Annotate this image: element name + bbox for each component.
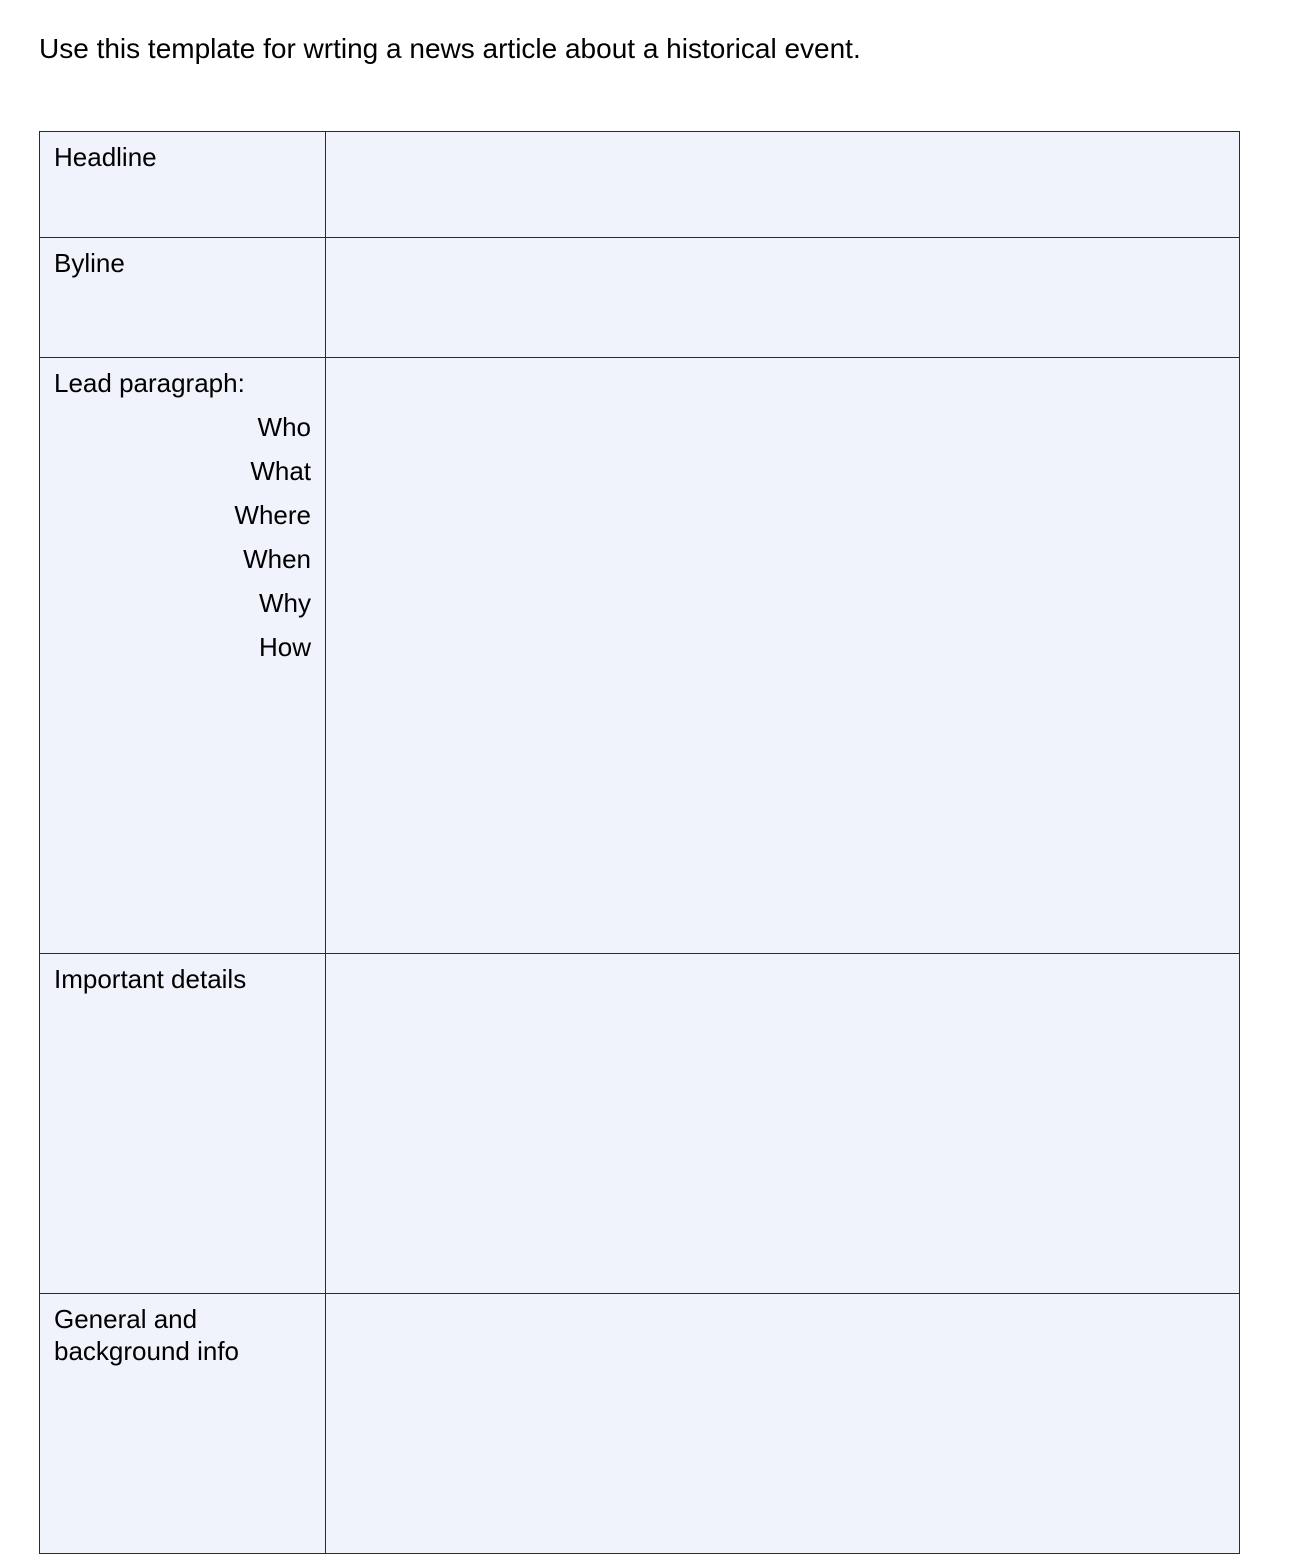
byline-input[interactable] [326,238,1239,314]
important-details-input-cell[interactable] [326,954,1240,1294]
prompt-what: What [250,456,311,486]
lead-paragraph-input-cell[interactable] [326,358,1240,954]
lead-paragraph-label-cell [40,358,326,954]
prompt-how: How [258,632,311,662]
headline-input-cell[interactable] [326,132,1240,238]
news-article-template-table [39,131,1240,1554]
important-details-label-cell [40,954,326,1294]
important-details-input[interactable] [326,954,1239,1030]
lead-paragraph-row [40,358,1240,954]
template-instructions: Use this template for wrting a news article about a historical event. [39,33,861,64]
general-background-label-cell [40,1294,326,1554]
lead-paragraph-label: Lead paragraph: [54,368,245,398]
lead-paragraph-prompts [54,405,311,669]
prompt-why: Why [259,588,311,618]
prompt-where: Where [234,500,311,530]
general-background-label: General and background info [54,1304,240,1366]
byline-label: Byline [54,248,125,278]
important-details-label: Important details [54,964,247,994]
byline-label-cell [40,238,326,358]
headline-label-cell [40,132,326,238]
headline-label: Headline [54,142,157,172]
headline-input[interactable] [326,132,1239,208]
general-background-input[interactable] [326,1294,1239,1370]
general-background-input-cell[interactable] [326,1294,1240,1554]
byline-input-cell[interactable] [326,238,1240,358]
prompt-who: Who [257,412,311,442]
prompt-when: When [243,544,311,574]
headline-row [40,132,1240,238]
general-background-row [40,1294,1240,1554]
byline-row [40,238,1240,358]
lead-paragraph-input[interactable] [326,358,1239,434]
important-details-row [40,954,1240,1294]
